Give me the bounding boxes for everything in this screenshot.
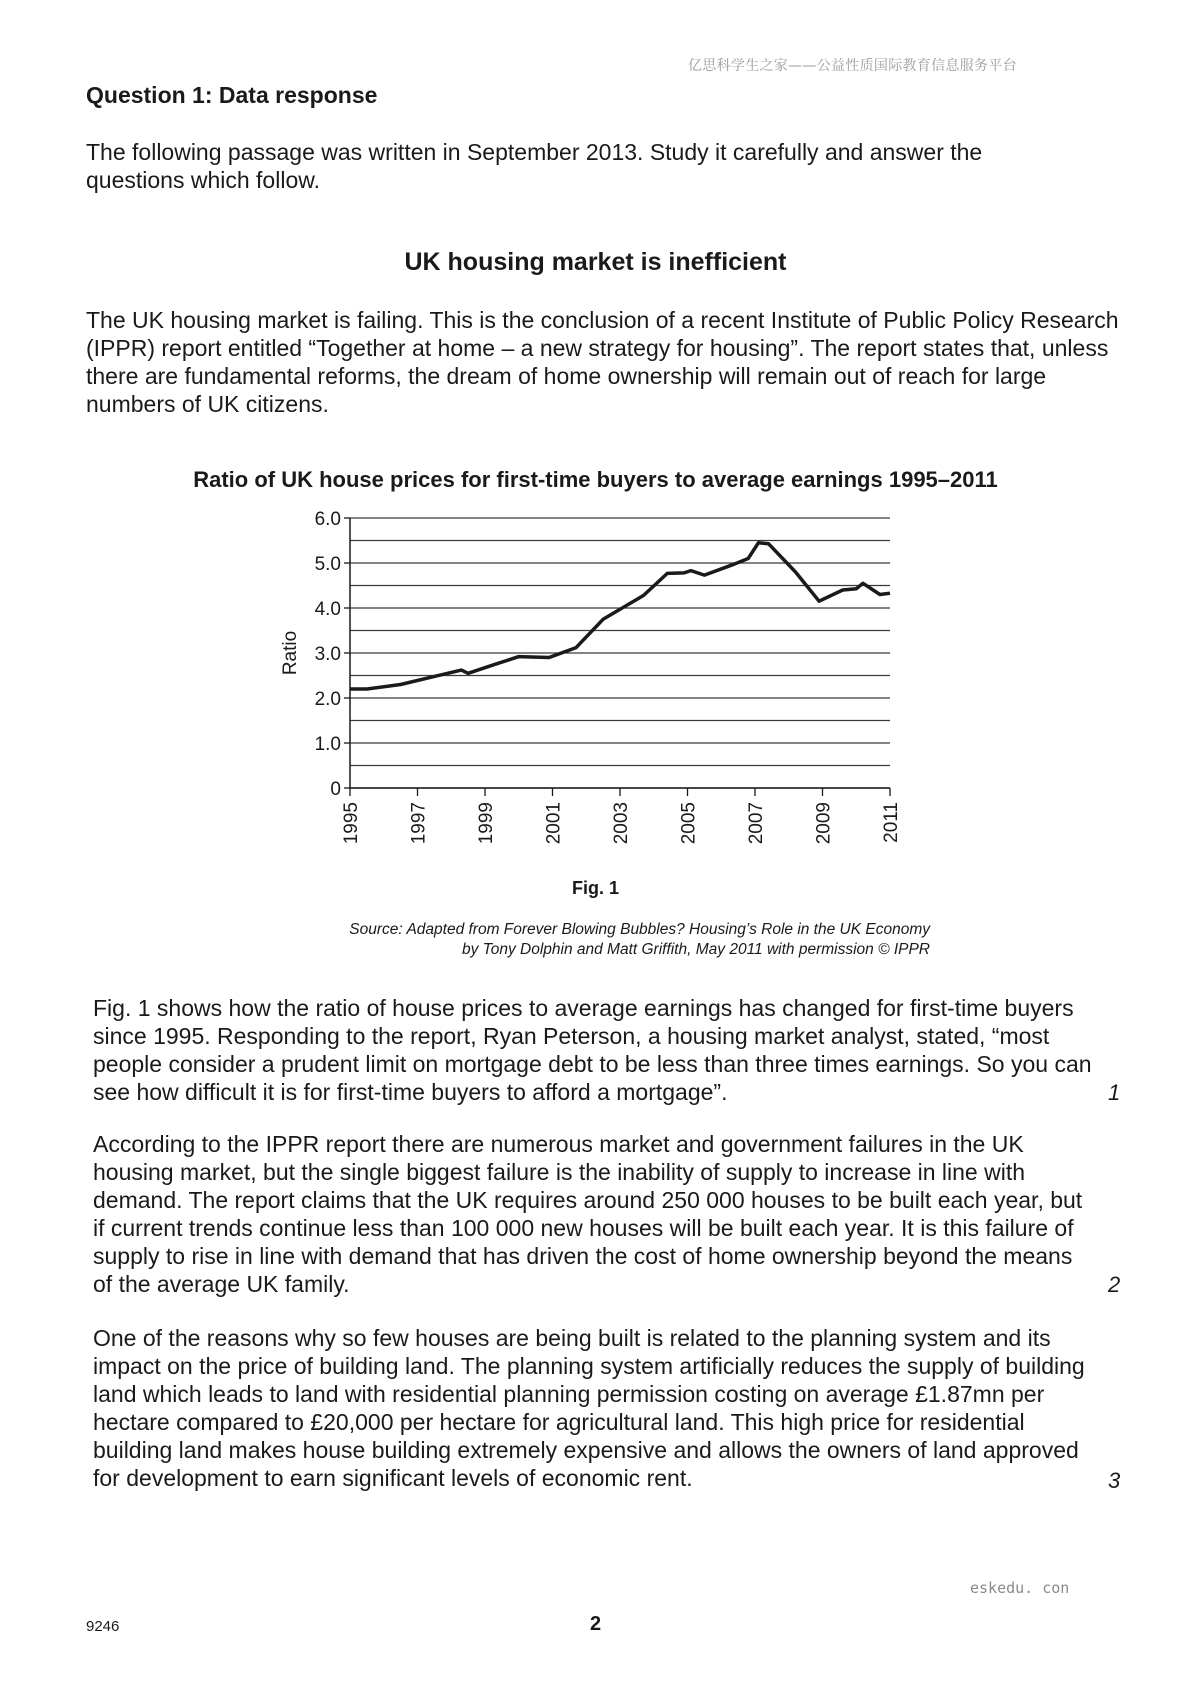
y-tick-label: 3.0 xyxy=(314,644,341,665)
y-tick-label: 2.0 xyxy=(314,689,341,710)
series-line xyxy=(350,543,890,689)
chart-title: Ratio of UK house prices for first-time buyers to average earnings 1995–2011 xyxy=(193,467,998,492)
x-tick-label: 2003 xyxy=(611,802,632,845)
syllabus-code: 9246 xyxy=(86,1618,120,1635)
article-headline: UK housing market is inefficient xyxy=(404,248,787,276)
y-axis-label: Ratio xyxy=(280,630,301,676)
y-tick-label: 4.0 xyxy=(314,599,341,620)
intro-text: The following passage was written in September 2013. Study it carefully and answer the questions which follow. xyxy=(86,139,983,193)
x-tick-label: 2011 xyxy=(881,802,902,843)
article-paragraph-2: According to the IPPR report there are numerous market and government failures in the UK housing market, but the single biggest failure is the inability of supply to increase in line with demand. The report claims that the UK requires around 250 000 houses to be built each year, but if current trends continue less than 100 000 new houses will be built each year. It is this failure of supply to rise in line with demand that has driven the cost of home ownership beyond the means of the average UK family. xyxy=(93,1131,1083,1297)
line-chart xyxy=(270,500,920,860)
x-tick-label: 1997 xyxy=(408,802,430,845)
figure-source xyxy=(318,920,930,960)
x-tick-label: 2007 xyxy=(746,802,767,845)
article-paragraph-intro: The UK housing market is failing. This is the conclusion of a recent Institute of Public Policy Research (IPPR) report entitled “Together at home – a new strategy for housing”. The report states that, unless there are fundamental reforms, the dream of home ownership will remain out of reach for large numbers of UK citizens. xyxy=(86,307,1119,417)
y-tick-label: 0 xyxy=(330,779,341,800)
article-paragraph-1: Fig. 1 shows how the ratio of house prices to average earnings has changed for first-time buyers since 1995. Responding to the report, Ryan Peterson, a housing market analyst, stated, “most people consider a prudent limit on mortgage debt to be less than three times earnings. So you can see how difficult it is for first-time buyers to afford a mortgage”. xyxy=(93,995,1092,1105)
y-tick-label: 5.0 xyxy=(314,554,341,575)
x-tick-labels xyxy=(341,788,902,844)
source-line-1: Source: Adapted from Forever Blowing Bubbles? Housing’s Role in the UK Economy xyxy=(349,921,930,938)
figure-label: Fig. 1 xyxy=(571,878,619,898)
x-tick-label: 2001 xyxy=(543,802,565,845)
page-number: 2 xyxy=(589,1613,602,1635)
x-tick-label: 2005 xyxy=(678,802,700,845)
footer-watermark: eskedu. con xyxy=(970,1579,1070,1597)
x-tick-label: 1999 xyxy=(476,802,497,845)
y-tick-labels xyxy=(315,509,350,800)
article-paragraph-3: One of the reasons why so few houses are being built is related to the planning system and its impact on the price of building land. The planning system artificially reduces the supply of building land which leads to land with residential planning permission costing on average £1.87mn per hectare compared to £20,000 per hectare for agricultural land. This high price for residential building land makes house building extremely expensive and allows the owners of land approved for development to earn significant levels of economic rent. xyxy=(93,1325,1085,1491)
x-tick-label: 2009 xyxy=(813,802,835,845)
header-watermark: 亿思科学生之家——公益性质国际教育信息服务平台 xyxy=(688,58,1017,74)
y-tick-label: 1.0 xyxy=(314,734,341,755)
paragraph-number-1: 1 xyxy=(1108,1080,1121,1105)
source-line-2: by Tony Dolphin and Matt Griffith, May 2011 with permission © IPPR xyxy=(461,941,930,958)
paragraph-number-3: 3 xyxy=(1108,1468,1121,1493)
paragraph-number-2: 2 xyxy=(1108,1272,1121,1297)
chart-series xyxy=(350,543,890,689)
x-tick-label: 1995 xyxy=(341,802,362,845)
chart-grid xyxy=(350,518,890,788)
question-title: Question 1: Data response xyxy=(86,82,378,108)
y-tick-label: 6.0 xyxy=(314,509,341,530)
